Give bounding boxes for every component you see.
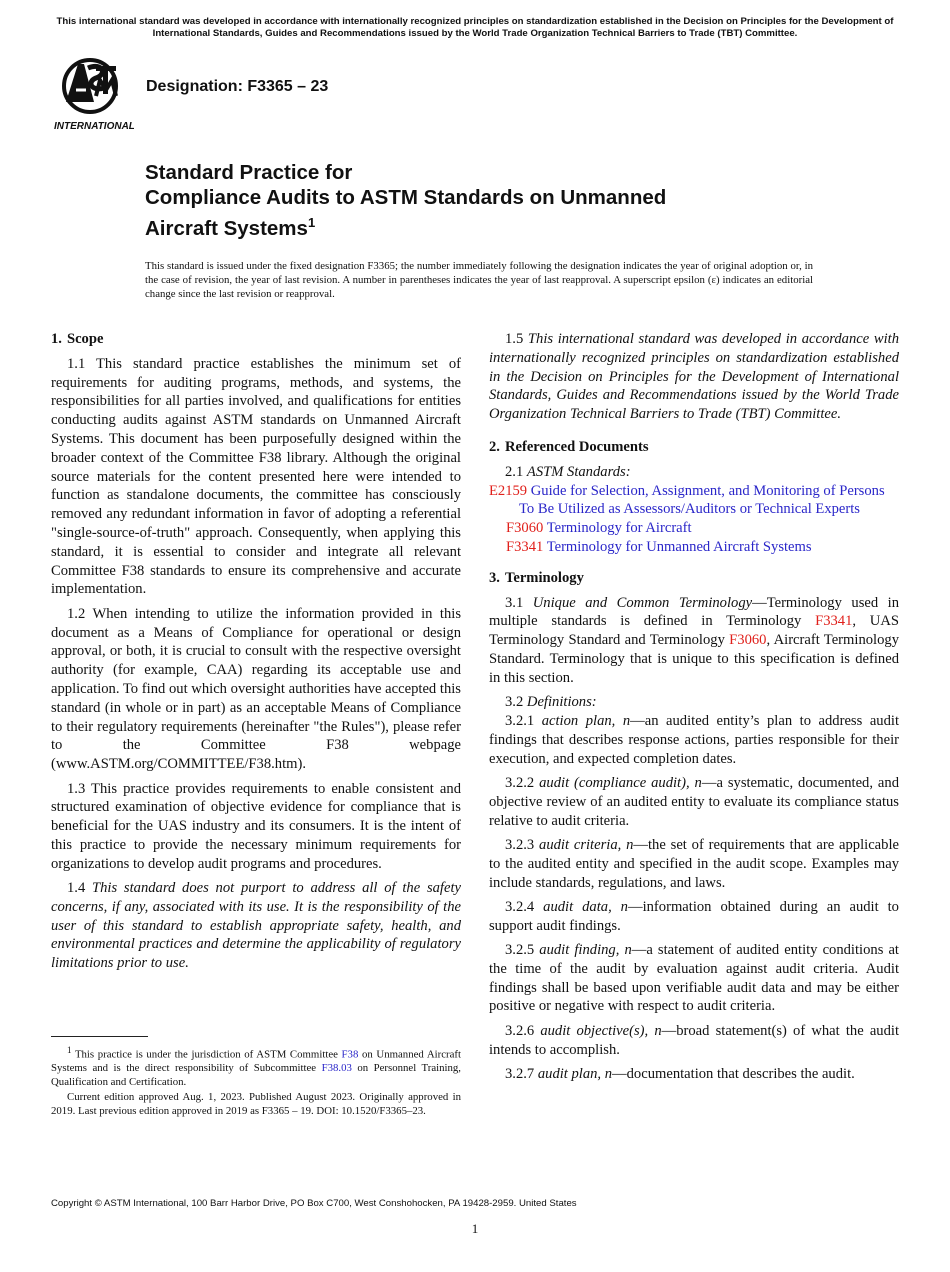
issued-note: This standard is issued under the fixed designation F3365; the number immediately following the designation indicates the year of original adoption or, in the case of revision, the year of last revision. A number in parentheses indicates the year of last reapproval. A superscript epsilon (ε) indicates an editorial change since the last revision or reapproval.	[145, 260, 813, 300]
paragraph-3-2: 3.2 Definitions:	[505, 694, 597, 711]
definition-3-2-2: 3.2.2 audit (compliance audit), n—a systematic, documented, and objective review of an audited entity to evaluate its compliance status relative to audit criteria.	[489, 774, 899, 829]
link-f38-03[interactable]: F38.03	[321, 1062, 352, 1075]
copyright-line: Copyright © ASTM International, 100 Barr Harbor Drive, PO Box C700, West Conshohocken, PA 19428-2959. United States	[51, 1198, 577, 1209]
title-line-1: Standard Practice for	[145, 161, 353, 184]
section-heading-terminology: 3. Terminology	[489, 569, 584, 586]
title-line-2: Compliance Audits to ASTM Standards on Unmanned	[145, 186, 667, 209]
footnote-1: $^1$ This practice is under the jurisdiction of ASTM Committee F38 on Unmanned Aircraft Systems and is the direct responsibility of Subcommittee F38.03 on Personnel Training, Qualification and Certification.	[51, 1045, 462, 1088]
definition-3-2-7: 3.2.7 audit plan, n—documentation that describes the audit.	[505, 1066, 855, 1083]
link-f3341[interactable]: F3341	[815, 613, 853, 630]
paragraph-1-2: 1.2 When intending to utilize the information provided in this document as a Means of Compliance for operational or design approval, or both, it is crucial to consult with the respective oversight authority (for example, CAA) regarding its acceptable use and application. To find out which oversight authorities have accepted this standard (in whole or in part) as an acceptable Means of Compliance to their regulatory requirements (hereinafter "the Rules"), please refer to the Committee F38 webpage (www.ASTM.org/COMMITTEE/F38.htm).	[51, 605, 461, 773]
title-line-3: Aircraft Systems$^1$	[145, 215, 316, 240]
astm-logo-icon	[52, 56, 134, 132]
reference-list	[489, 482, 899, 557]
link-f3060[interactable]: F3060	[729, 632, 767, 649]
footnote-edition: Current edition approved Aug. 1, 2023. Published August 2023. Originally approved in 2019. Last previous edition approved in 2019 as F3365 – 19. DOI: 10.1520/F3365–23.	[51, 1091, 461, 1117]
paragraph-1-3: 1.3 This practice provides requirements to enable consistent and structured examination of objective evidence for compliance that is beneficial for the UAS industry and its consumers. It is the intent of this practice to provide the necessary minimum requirements for organizations to develop audit programs and procedures.	[51, 780, 461, 872]
reference-f3341[interactable]: F3341 Terminology for Unmanned Aircraft Systems	[506, 538, 812, 555]
definition-3-2-5: 3.2.5 audit finding, n—a statement of audited entity conditions at the time of the audit by evaluation against audit criteria. Audit findings shall be based upon verifiable audit data and may be either positive or negative with respect to audit criteria.	[489, 942, 899, 1015]
astm-standards-label: 2.1 ASTM Standards:	[505, 463, 631, 480]
paragraph-1-1: 1.1 This standard practice establishes the minimum set of requirements for auditing programs, methods, and systems, the responsibilities for all parties involved, and qualifications for entities conducting audits against ASTM standards on Unmanned Aircraft Systems. This document has been purposefully designed within the broader context of the Committee F38 library. Although the original source materials for the content presented here were intended to function as standalone documents, the committee has consciously removed any redundant information in favor of adopting a referential "single-source-of-truth" approach. Consequently, when applying this standard, it is essential to consider and integrate all relevant Committee F38 standards to ensure its comprehensive and accurate implementation.	[51, 355, 461, 598]
right-column	[489, 330, 899, 1089]
definition-3-2-3: 3.2.3 audit criteria, n—the set of requirements that are applicable to the audited entity and specified in the audit scope. Examples may include standards, regulations, and laws.	[489, 836, 899, 891]
section-heading-scope: 1. Scope	[51, 331, 104, 347]
paragraph-1-4: 1.4 This standard does not purport to address all of the safety concerns, if any, associated with its use. It is the responsibility of the user of this standard to establish appropriate safety, health, and environmental practices and determine the applicability of regulatory limitations prior to use.	[51, 880, 461, 972]
title-footnote-mark: 1	[307, 215, 316, 230]
link-f38[interactable]: F38	[341, 1048, 359, 1061]
section-heading-referenced-documents: 2. Referenced Documents	[489, 438, 649, 455]
top-notice: This international standard was developed in accordance with internationally recognized principles on standardization established in the Decision on Principles for the Development of International Standards, Guides and Recommendations issued by the World Trade Organization Technical Barriers to Trade (TBT) Committee.	[56, 16, 894, 39]
footnote-rule	[51, 1036, 148, 1037]
designation: Designation: F3365 – 23	[146, 78, 329, 95]
page-number: 1	[471, 1221, 479, 1236]
reference-e2159[interactable]: E2159 Guide for Selection, Assignment, and Monitoring of Persons To Be Utilized as Assessors/Auditors or Technical Experts	[489, 482, 885, 518]
paragraph-1-5: 1.5 This international standard was developed in accordance with internationally recognized principles on standardization established in the Decision on Principles for the Development of International Standards, Guides and Recommendations issued by the World Trade Organization Technical Barriers to Trade (TBT) Committee.	[489, 331, 900, 423]
astm-logo	[52, 56, 134, 132]
reference-f3060[interactable]: F3060 Terminology for Aircraft	[506, 520, 692, 537]
footnote	[51, 1044, 461, 1120]
document-title	[145, 160, 865, 241]
definition-3-2-6: 3.2.6 audit objective(s), n—broad statement(s) of what the audit intends to accomplish.	[489, 1022, 899, 1058]
left-column	[51, 330, 461, 979]
paragraph-3-1: 3.1 Unique and Common Terminology—Terminology used in multiple standards is defined in Terminology F3341, UAS Terminology Standard and Terminology F3060, Aircraft Terminology Standard. Terminology that is unique to this specification is defined in this section.	[489, 594, 900, 686]
definition-3-2-1: 3.2.1 action plan, n—an audited entity’s plan to address audit findings that describes response actions, parties responsible for their execution, and expected completion dates.	[489, 712, 899, 767]
definition-3-2-4: 3.2.4 audit data, n—information obtained during an audit to support audit findings.	[489, 898, 899, 934]
logo-wordmark: INTERNATIONAL	[54, 121, 134, 132]
